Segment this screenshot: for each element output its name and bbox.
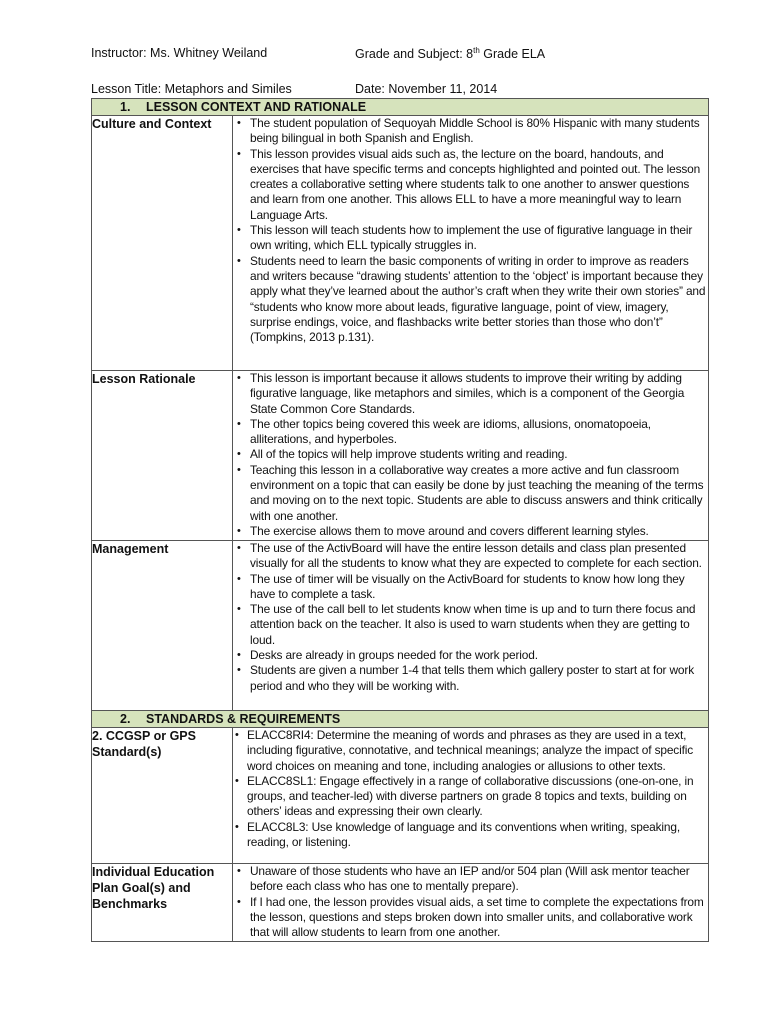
row-label: 2. CCGSP or GPS Standard(s) [92, 728, 233, 864]
bullet-item: • All of the topics will help improve students writing and reading. [233, 447, 708, 462]
table-row [92, 541, 709, 711]
bullet-list [233, 864, 708, 940]
bullet-list [233, 541, 708, 694]
row-label: Management [92, 541, 233, 711]
bullet-item: • Desks are already in groups needed for the work period. [233, 648, 708, 663]
table-row [92, 116, 709, 371]
bullet-item: • The exercise allows them to move around and covers different learning styles. [233, 524, 708, 539]
section-header-row [92, 99, 709, 116]
row-content [233, 864, 709, 942]
bullet-item: • Teaching this lesson in a collaborative way creates a more active and fun classroom environment on a topic that can easily be done by just teaching the meaning of the terms and moving on to the next topic. Students are able to discuss answers and think critically with one another. [233, 463, 708, 524]
row-content [233, 371, 709, 541]
bullet-item: • The student population of Sequoyah Middle School is 80% Hispanic with many students being bilingual in both Spanish and English. [233, 116, 708, 147]
row-content [233, 541, 709, 711]
bullet-item: • ELACC8SL1: Engage effectively in a range of collaborative discussions (one-on-one, in groups, and teacher-led) with diverse partners on grade 8 topics and texts, building on others’ ideas and expressing their own clearly. [233, 774, 708, 820]
bullet-item: • ELACC8L3: Use knowledge of language and its conventions when writing, speaking, reading, or listening. [233, 820, 708, 851]
bullet-list [233, 371, 708, 539]
bullet-item: • This lesson will teach students how to implement the use of figurative language in their own writing, which ELL typically struggles in. [233, 223, 708, 254]
lesson-title-text: Lesson Title: Metaphors and Similes [91, 82, 292, 96]
row-content [233, 728, 709, 864]
bullet-item: • Students are given a number 1-4 that tells them which gallery poster to start at for work period and who they will be working with. [233, 663, 708, 694]
section-number: 1. [120, 100, 131, 114]
section-header-row [92, 711, 709, 728]
section-title: STANDARDS & REQUIREMENTS [146, 712, 341, 726]
bullet-list [233, 116, 708, 345]
grade-superscript: th [473, 46, 480, 55]
section-header [92, 99, 709, 116]
bullet-item: • The use of the ActivBoard will have the entire lesson details and class plan presented visually for all the students to know what they are expected to complete for each section. [233, 541, 708, 572]
grade-suffix: Grade ELA [479, 47, 546, 62]
bullet-item: • ELACC8RI4: Determine the meaning of words and phrases as they are used in a text, including figurative, connotative, and technical meanings; analyze the impact of specific word choices on meaning and tone, including analogies or allusions to other texts. [233, 728, 708, 774]
date-text: Date: November 11, 2014 [355, 82, 498, 96]
row-label: Individual Education Plan Goal(s) and Benchmarks [92, 864, 233, 942]
table-row [92, 864, 709, 942]
instructor-text: Instructor: Ms. Whitney Weiland [91, 46, 268, 60]
bullet-item: • This lesson provides visual aids such as, the lecture on the board, handouts, and exercises that have specific terms and concepts highlighted and pointed out. The lesson creates a collaborative setting where students talk to one another to answer questions and learn from one another. This allows ELL to have a more meaningful way to learn Language Arts. [233, 147, 708, 223]
row-label: Lesson Rationale [92, 371, 233, 541]
section-title: LESSON CONTEXT AND RATIONALE [146, 100, 367, 114]
lesson-plan-table [91, 98, 709, 942]
grade-subject-text [355, 46, 545, 61]
table-row [92, 728, 709, 864]
bullet-item: • The use of timer will be visually on the ActivBoard for students to know how long they have to complete a task. [233, 572, 708, 603]
bullet-item: • The use of the call bell to let students know when time is up and to turn there focus and attention back on the teacher. It also is used to warn students when they are getting to loud. [233, 602, 708, 648]
row-label: Culture and Context [92, 116, 233, 371]
bullet-item: • The other topics being covered this week are idioms, allusions, onomatopoeia, alliterations, and hyperboles. [233, 417, 708, 448]
grade-prefix: Grade and Subject: 8 [355, 47, 474, 62]
bullet-list [233, 728, 708, 850]
section-number: 2. [120, 712, 131, 726]
bullet-item: • If I had one, the lesson provides visual aids, a set time to complete the expectations from the lesson, questions and steps broken down into smaller units, and collaborative work that will allow students to learn from one another. [233, 895, 708, 941]
bullet-item: • This lesson is important because it allows students to improve their writing by adding figurative language, like metaphors and similes, which is a component of the Georgia State Common Core Standards. [233, 371, 708, 417]
bullet-item: • Unaware of those students who have an IEP and/or 504 plan (Will ask mentor teacher before each class who has one to mentally prepare). [233, 864, 708, 895]
table-row [92, 371, 709, 541]
bullet-item: • Students need to learn the basic components of writing in order to improve as readers and writers because “drawing students’ attention to the ‘object’ is important because they apply what they’ve learned about the author’s craft when they write their own stories” and “students who know more about leads, figurative language, point of view, imagery, surprise endings, voice, and flashbacks write better stories than those who don’t” (Tompkins, 2013 p.131). [233, 254, 708, 346]
row-content [233, 116, 709, 371]
section-header [92, 711, 709, 728]
